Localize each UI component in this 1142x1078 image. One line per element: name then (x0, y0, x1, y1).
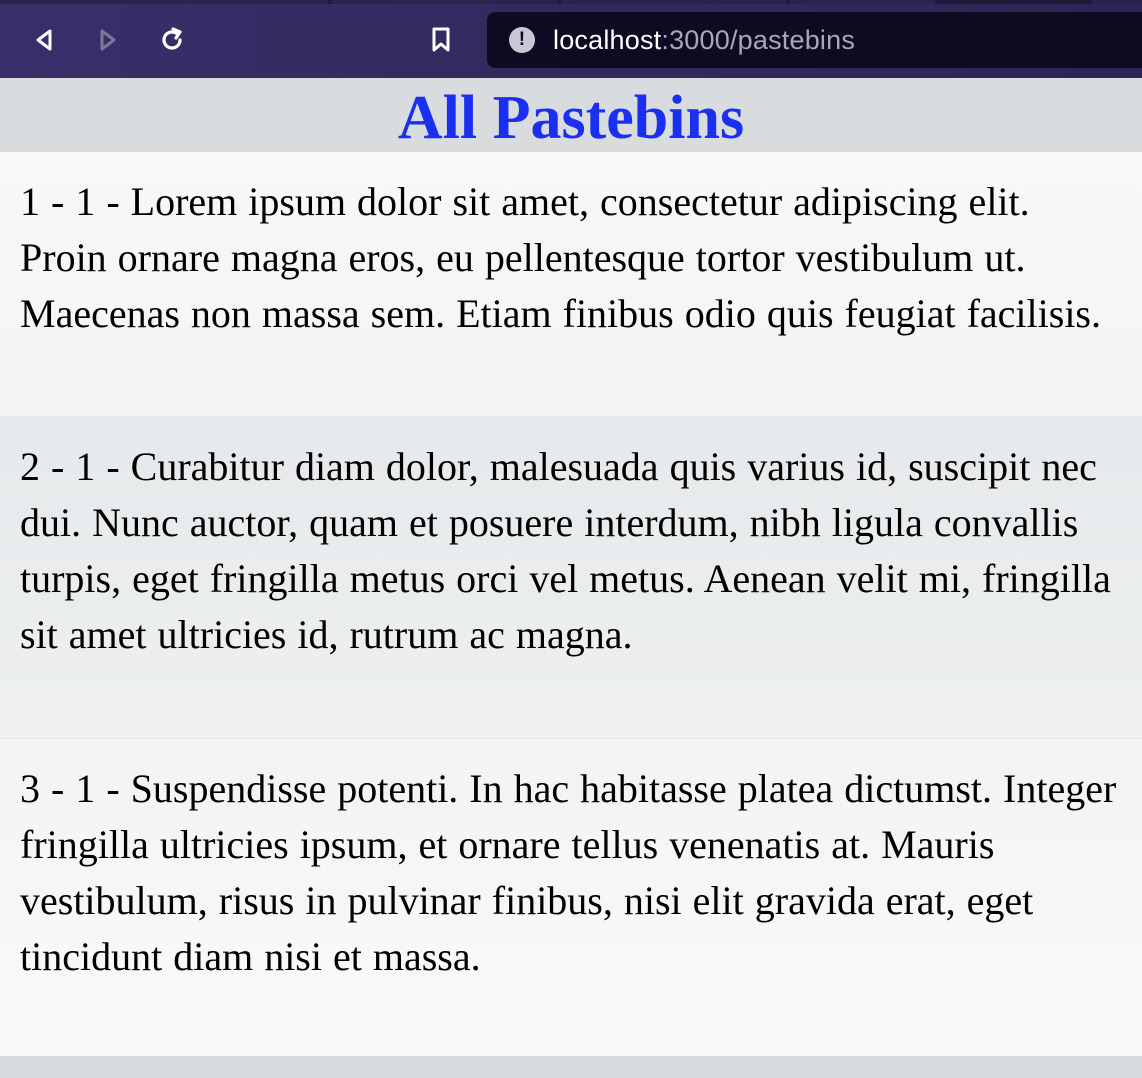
forward-icon (97, 28, 119, 52)
reload-button[interactable] (154, 22, 190, 58)
page-content (0, 78, 1142, 1078)
tab[interactable] (561, 0, 786, 4)
pastebin-text: 2 - 1 - Curabitur diam dolor, malesuada quis varius id, suscipit nec dui. Nunc auctor, quam et posuere interdum, nibh ligula convallis turpis, eget fringilla metus orci vel metus. Aenean velit mi, fringilla sit amet ultricies id, rutrum ac magna. (20, 444, 1111, 657)
tab-strip (0, 0, 1142, 4)
bookmark-icon (430, 26, 452, 54)
tab[interactable] (332, 0, 557, 4)
forward-button[interactable] (90, 22, 126, 58)
back-icon (33, 28, 55, 52)
page-header (0, 78, 1142, 152)
back-button[interactable] (26, 22, 62, 58)
tab[interactable] (790, 0, 935, 4)
pastebin-item (0, 739, 1142, 1060)
bookmark-button[interactable] (423, 22, 459, 58)
tab[interactable] (1092, 0, 1142, 4)
page-title: All Pastebins (397, 84, 745, 152)
url-path: :3000/pastebins (661, 24, 856, 55)
pastebin-item (0, 152, 1142, 417)
pastebin-text: 3 - 1 - Suspendisse potenti. In hac habitasse platea dictumst. Integer fringilla ultricies ipsum, et ornare tellus venenatis at. Mauris vestibulum, risus in pulvinar finibus, nisi elit gravida erat, eget tincidunt diam nisi et massa. (20, 766, 1117, 979)
browser-toolbar (0, 0, 1142, 78)
site-info-icon[interactable]: ! (509, 27, 535, 53)
url-host: localhost (553, 24, 662, 55)
reload-icon (158, 26, 186, 54)
pastebin-text: 1 - 1 - Lorem ipsum dolor sit amet, consectetur adipiscing elit. Proin ornare magna eros, eu pellentesque tortor vestibulum ut. Maecenas non massa sem. Etiam finibus odio quis feugiat facilisis. (20, 179, 1101, 336)
tab[interactable] (0, 0, 328, 4)
address-bar[interactable] (487, 12, 1142, 68)
pastebin-item (0, 417, 1142, 739)
